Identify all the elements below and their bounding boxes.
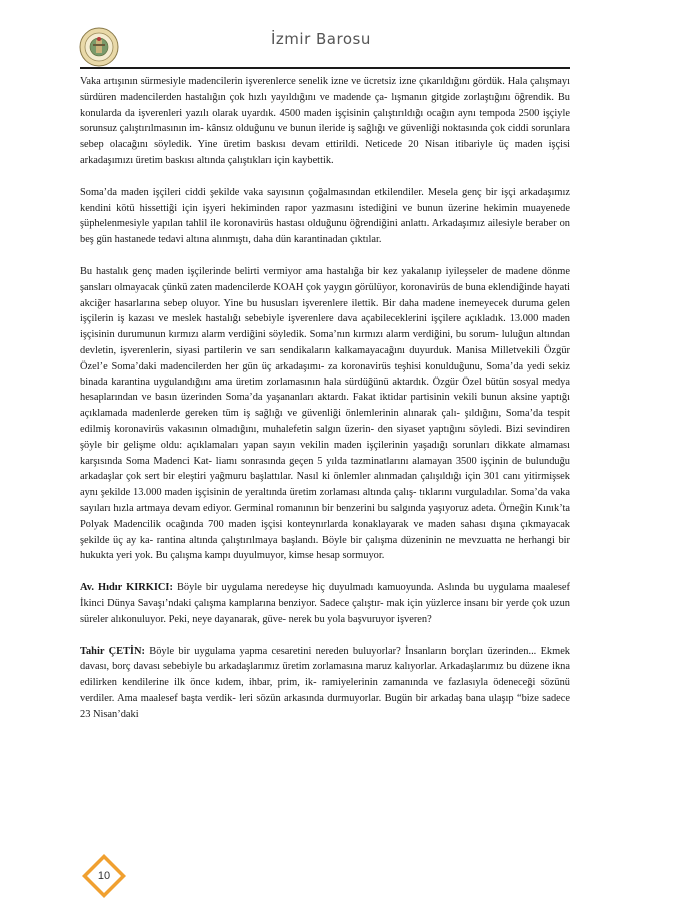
paragraph [80,644,570,723]
paragraph-text: Böyle bir uygulama neredeyse hiç duyulmadı kamuoyunda. Aslında bu uygulama maalesef İkinci Dünya Savaşı’ndaki çalışma kamplarına benziyor. Sadece çalıştır- mak için yüzlerce insanı bir yerde çok uzun süreler alıkonuluyor. Peki, neye dayanarak, güve- nerek bu yola başvuruyor işveren? [80,582,571,625]
paragraph [80,74,570,169]
bar-association-seal-icon [79,27,119,67]
speaker-name: Tahir ÇETİN: [80,645,145,657]
speaker-name: Av. Hıdır KIRKICI: [80,582,173,594]
header-title: İzmir Barosu [271,30,371,48]
paragraph [80,185,570,248]
paragraph [80,580,570,627]
page-number: 10 [97,870,111,882]
paragraph-text: Soma’da maden işçileri ciddi şekilde vaka sayısının çoğalmasından etkilendiler. Mesela genç bir işçi arkadaşımız kendini kötü hissettiği için işyeri hekiminden rapor yazmasını istediğini ve bunun üzerine hekimin muayenede şüphelenmesiyle yapılan tahlil ile koronavirüs hastası olduğunu öğrendiğini anlattı. Arkadaşımız ailesiyle beraber on beş gün hastanede tedavi altına alınmıştı, daha dün karantinadan çıktılar. [80,186,570,246]
page-header [76,20,590,70]
header-divider [80,67,570,69]
paragraph-text: Vaka artışının sürmesiyle madencilerin işverenlerce senelik izne ve ücretsiz izne çıkarıldığını gördük. Hala çalışmayı sürdüren madencilerden hastalığın çok hızlı yayıldığını ve madende ça- lışmanın gitgide zorlaştığını öğrendik. Bu konularda da işverenleri yazılı olarak uyardık. 4500 maden işçisinin çalıştırıldığı ocağın aynı tempoda 2500 işçiyle sorunsuz çalıştırılmasının im- kânsız olduğunu ve bunun ileride iş sağlığı ve güvenliği noktasında çok ciddi sorunlara sebep olacağını söyledik. Yine üretim baskısı devam ettirildi. Neticede 20 Nisan itibariyle üç maden işçisi arkadaşımızı üretim baskısı altında çalıştıkları için kaybettik. [80,76,570,166]
paragraph [80,264,570,564]
paragraph-text: Böyle bir uygulama yapma cesaretini nereden buluyorlar? İnsanların borçları üzerinden... Ekmek davası, borç davası sebebiyle bu arkadaşlarımız üretim zorlamasına maruz kalıyorlar. Arkadaşlarımız bu düzene ikna edilirken kendilerine ilk önce kıdem, ihbar, prim, ik- ramiyelerinin zamanında ve fazlasıyla ödeneceği sözünü verdiler. Ama maalesef başta verdik- leri sözün arkasında durmuyorlar. Bugün bir arkadaş bana ulaşıp “bize sadece 23 Nisan’daki [80,645,570,720]
paragraph-text: Bu hastalık genç maden işçilerinde belirti vermiyor ama hastalığa bir kez yakalanıp iyileşseler de madene dönme şansları olmayacak çünkü zaten madencilerde KOAH çok yaygın görülüyor, koronavirüs de buna eklendiğinde hayati akciğer hasarlarına sebep oluyor. Yine bu hususları işverenlere ilettik. Bir daha madene inemeyecek duruma gelen işçilerin iş kazası ve meslek hastalığı sebebiyle işverenlere dava açabileceklerini işçilere açıkladık. 13.000 maden işçisinin durumunun kırmızı alarm verdiğini söyledik. Soma’nın kırmızı alarm verdiğini, bu sorum- luluğun altından devletin, işverenlerin, siyasi partilerin ve sarı sendikaların kalkamayacağını duyurduk. Manisa Milletvekili Özgür Özel’e Soma’daki madencilerden her gün üç arkadaşımı- za koronavirüs teşhisi konulduğunu, Soma’da yedi sekiz binada karantina uygulandığını ama üretim zorlamasının hala sürdüğünü aktardık. Özgür Özel bütün sosyal medya hesaplarından ve basın üzerinden Soma’da yaşananları aktardı. Fakat iktidar partisinin vekili bunun aksine yaptığı açıklamada madenlerde gereken tüm iş sağlığı ve güvenliği önlemlerinin alınarak çalı- şıldığını, Soma’da tespit edilmiş koronavirüs vakasının olmadığını, muhalefetin salgın üzerin- den siyaset yaptığını söyledi. Bizi sevindiren şöyle bir gelişme oldu: açıklamaları yapan sayın vekilin maden işçilerinin yaşadığı sorunları dikkate almaması karşısında Soma Madenci Kat- liamı sonrasında geçen 5 yılda tazminatlarını alamayan 3500 işçinin de bulunduğu arkadaşlar çok sert bir eleştiri yağmuru başlattılar. Nasıl ki önlemler alınmadan çalışıldığı için 301 canı yitirmişsek aynı şekilde 13.000 maden işçisinin de yeraltında üretim zorlaması altında çalış- tıklarını vurguladılar. Soma’da vaka sayıları hızla artmaya devam ediyor. Germinal romanının bir benzerini bu salgında yaşıyoruz adeta. Örneğin Kınık’ta Polyak Madencilik ocağında 700 maden işçisi konteynırlarda konaklayarak ve maden sahası dışına çıkmayacak şekilde üç ay ka- rantina altında çalıştırılmaya başlandı. Böyle bir çalışma düzeninin ne mevzuatta ne herhangi bir hukukta yeri yok. Bu çalışma kampı duyulmuyor, kimse hesap sormuyor. [80,265,570,562]
article-body [80,74,570,738]
